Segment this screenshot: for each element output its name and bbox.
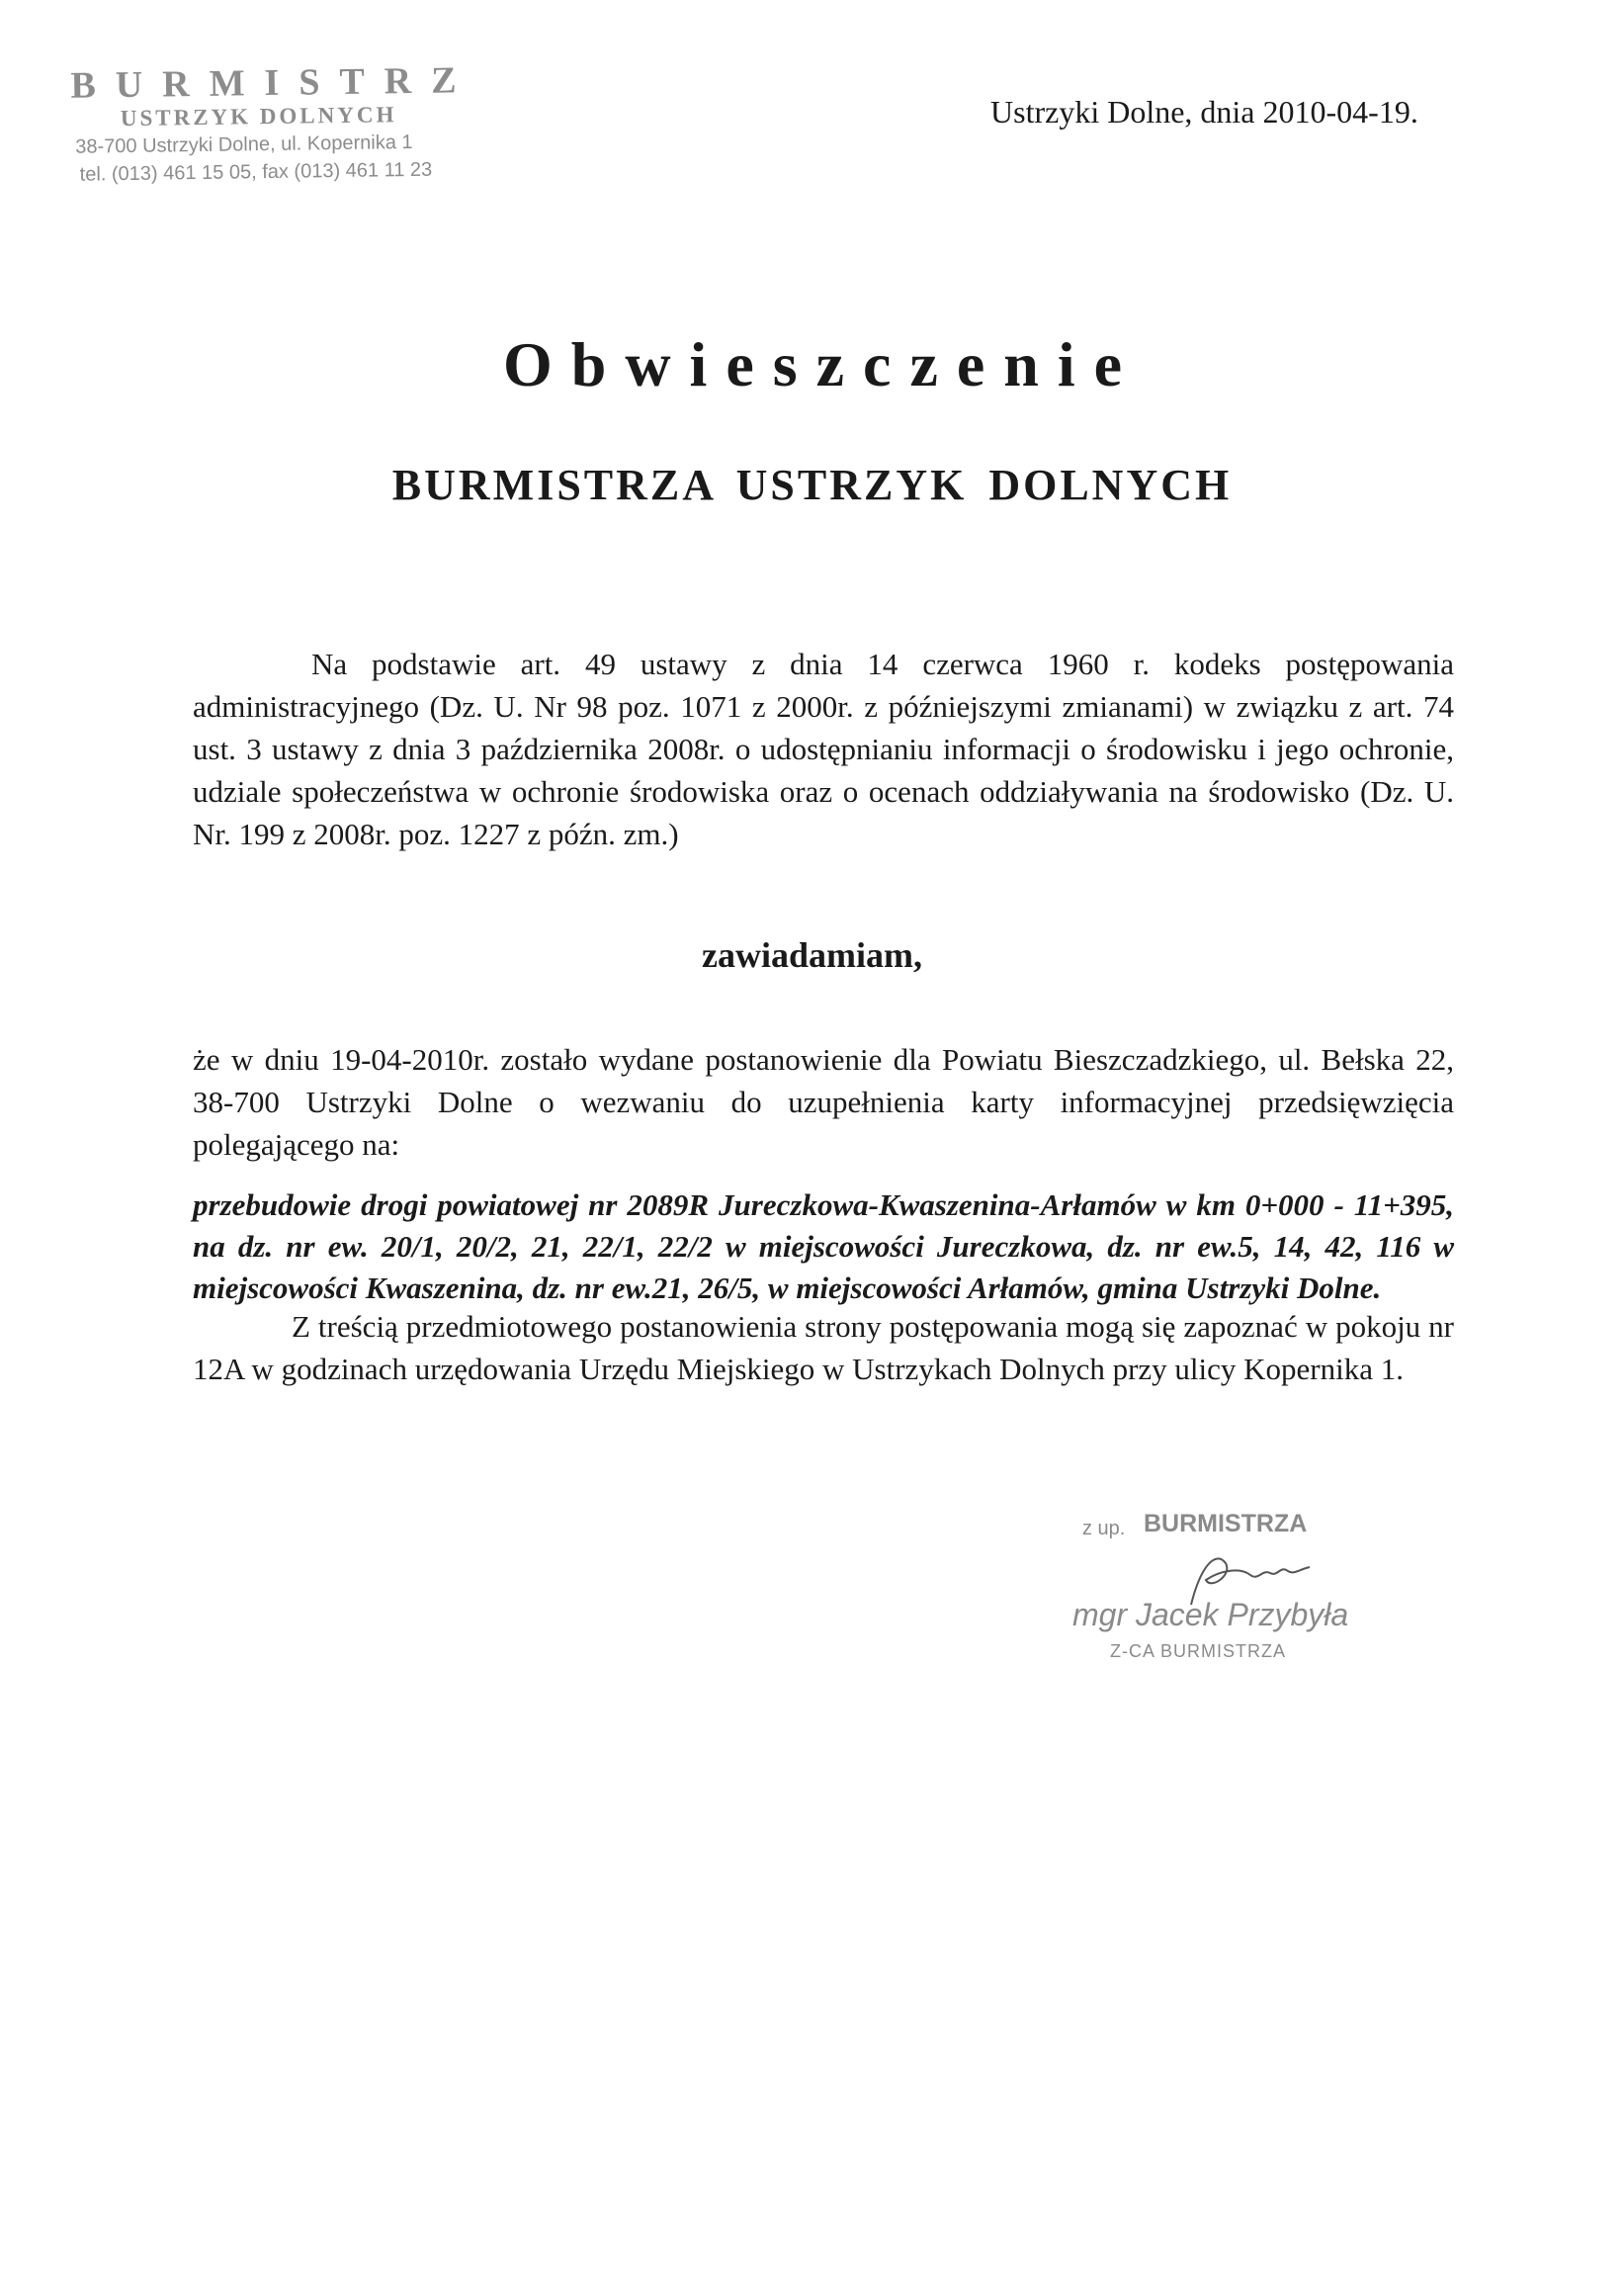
document-date: Ustrzyki Dolne, dnia 2010-04-19. [990,94,1418,130]
access-paragraph: Z treścią przedmiotowego postanowienia strony postępowania mogą się zapoznać w pokoju nr 12A w godzinach urzędowania Urzędu Miejskiego w Ustrzykach Dolnych przy ulicy Kopernika 1. [193,1309,1454,1386]
project-description: przebudowie drogi powiatowej nr 2089R Jureczkowa-Kwaszenina-Arłamów w km 0+000 - 11+395, na dz. nr ew. 20/1, 20/2, 21, 22/1, 22/2 w miejscowości Jureczkowa, dz. nr ew.5, 14, 42, 116 w miejscowości Kwaszenina, dz. nr ew.21, 26/5, w miejscowości Arłamów, gmina Ustrzyki Dolne. [193,1187,1454,1305]
stamp-office: USTRZYK DOLNYCH [120,102,397,131]
decision-paragraph: że w dniu 19-04-2010r. zostało wydane postanowienie dla Powiatu Bieszczadzkiego, ul. Bełska 22, 38-700 Ustrzyki Dolne o wezwaniu do uzupełnienia karty informacyjnej przedsięwzięcia polegającego na: [193,1042,1454,1162]
stamp-address: 38-700 Ustrzyki Dolne, ul. Kopernika 1 [75,131,413,158]
document-title: Obwieszczenie [502,329,1142,399]
signature-stamp [1072,1508,1389,1686]
legal-basis-paragraph: Na podstawie art. 49 ustawy z dnia 14 czerwca 1960 r. kodeks postępowania administracyjnego (Dz. U. Nr 98 poz. 1071 z 2000r. z późniejszymi zmianami) w związku z art. 74 ust. 3 ustawy z dnia 3 października 2008r. o udostępnianiu informacji o środowisku i jego ochronie, udziale społeczeństwa w ochronie środowiska oraz o ocenach oddziaływania na środowisko (Dz. U. Nr. 199 z 2008r. poz. 1227 z późn. zm.) [193,647,1454,851]
signatory-name: mgr Jacek Przybyła [1072,1597,1349,1632]
signature-burmistrza: BURMISTRZA [1144,1510,1308,1537]
stamp-title: BURMISTRZ [70,59,476,107]
document-subtitle: BURMISTRZA USTRZYK DOLNYCH [391,461,1233,509]
office-stamp [70,59,476,189]
stamp-phone: tel. (013) 461 15 05, fax (013) 461 11 23 [79,158,433,186]
signatory-role: Z-CA BURMISTRZA [1110,1641,1287,1661]
notice-heading: zawiadamiam, [702,935,922,975]
signature-zup: z up. [1082,1518,1126,1539]
